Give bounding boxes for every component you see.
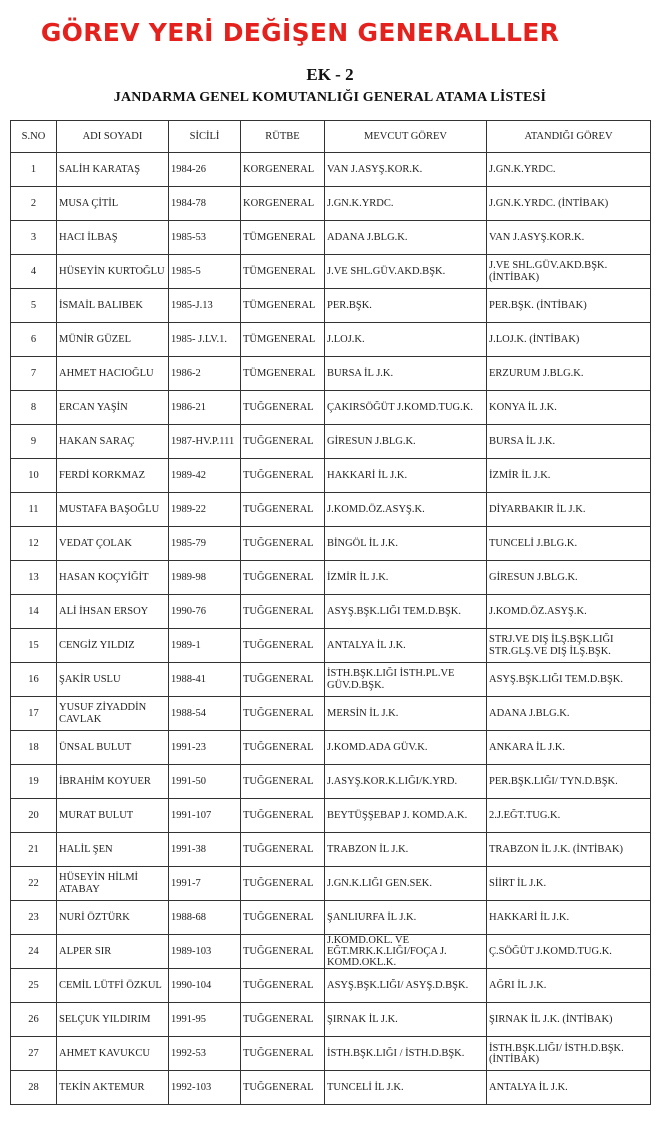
- cell-sicil: 1991-95: [169, 1003, 241, 1037]
- cell-mevcut: J.ASYŞ.KOR.K.LIĞI/K.YRD.: [325, 765, 487, 799]
- cell-rutbe: TUĞGENERAL: [241, 1003, 325, 1037]
- cell-name: İSMAİL BALIBEK: [57, 289, 169, 323]
- cell-sno: 12: [11, 527, 57, 561]
- cell-atandigi: ŞIRNAK İL J.K. (İNTİBAK): [487, 1003, 651, 1037]
- cell-sicil: 1985-53: [169, 221, 241, 255]
- cell-sicil: 1991-107: [169, 799, 241, 833]
- cell-rutbe: TUĞGENERAL: [241, 663, 325, 697]
- header-sno: S.NO: [11, 121, 57, 153]
- table-row: [11, 255, 651, 289]
- cell-name: CENGİZ YILDIZ: [57, 629, 169, 663]
- cell-atandigi: TRABZON İL J.K. (İNTİBAK): [487, 833, 651, 867]
- cell-atandigi: GİRESUN J.BLG.K.: [487, 561, 651, 595]
- table-row: [11, 969, 651, 1003]
- cell-sno: 14: [11, 595, 57, 629]
- cell-name: MURAT BULUT: [57, 799, 169, 833]
- cell-name: ALİ İHSAN ERSOY: [57, 595, 169, 629]
- table-row: [11, 1071, 651, 1105]
- cell-sicil: 1986-2: [169, 357, 241, 391]
- cell-sicil: 1987-HV.P.111: [169, 425, 241, 459]
- cell-mevcut: J.KOMD.ADA GÜV.K.: [325, 731, 487, 765]
- table-row: [11, 1003, 651, 1037]
- cell-sicil: 1985-J.13: [169, 289, 241, 323]
- cell-sicil: 1991-23: [169, 731, 241, 765]
- cell-mevcut: VAN J.ASYŞ.KOR.K.: [325, 153, 487, 187]
- cell-sno: 27: [11, 1037, 57, 1071]
- cell-sicil: 1985- J.LV.1.: [169, 323, 241, 357]
- cell-name: ŞAKİR USLU: [57, 663, 169, 697]
- cell-sicil: 1989-98: [169, 561, 241, 595]
- cell-rutbe: TUĞGENERAL: [241, 1071, 325, 1105]
- table-row: [11, 493, 651, 527]
- table-row: [11, 833, 651, 867]
- cell-name: AHMET KAVUKCU: [57, 1037, 169, 1071]
- cell-sno: 23: [11, 901, 57, 935]
- cell-mevcut: J.GN.K.LIĞI GEN.SEK.: [325, 867, 487, 901]
- cell-mevcut: BURSA İL J.K.: [325, 357, 487, 391]
- cell-atandigi: 2.J.EĞT.TUG.K.: [487, 799, 651, 833]
- cell-name: MUSA ÇİTİL: [57, 187, 169, 221]
- cell-sicil: 1989-42: [169, 459, 241, 493]
- cell-sno: 5: [11, 289, 57, 323]
- cell-atandigi: DİYARBAKIR İL J.K.: [487, 493, 651, 527]
- cell-name: HÜSEYİN KURTOĞLU: [57, 255, 169, 289]
- cell-sicil: 1985-5: [169, 255, 241, 289]
- cell-sicil: 1989-103: [169, 935, 241, 969]
- cell-sicil: 1984-26: [169, 153, 241, 187]
- cell-mevcut: GİRESUN J.BLG.K.: [325, 425, 487, 459]
- cell-mevcut: ŞIRNAK İL J.K.: [325, 1003, 487, 1037]
- table-row: [11, 799, 651, 833]
- cell-mevcut: ASYŞ.BŞK.LIĞI TEM.D.BŞK.: [325, 595, 487, 629]
- cell-sno: 25: [11, 969, 57, 1003]
- cell-atandigi: AĞRI İL J.K.: [487, 969, 651, 1003]
- cell-rutbe: TUĞGENERAL: [241, 867, 325, 901]
- cell-mevcut: ANTALYA İL J.K.: [325, 629, 487, 663]
- cell-name: MUSTAFA BAŞOĞLU: [57, 493, 169, 527]
- header-name: ADI SOYADI: [57, 121, 169, 153]
- cell-name: SELÇUK YILDIRIM: [57, 1003, 169, 1037]
- cell-sno: 3: [11, 221, 57, 255]
- cell-atandigi: ASYŞ.BŞK.LIĞI TEM.D.BŞK.: [487, 663, 651, 697]
- cell-rutbe: TUĞGENERAL: [241, 969, 325, 1003]
- table-row: [11, 595, 651, 629]
- cell-mevcut: TRABZON İL J.K.: [325, 833, 487, 867]
- cell-mevcut: J.KOMD.ÖZ.ASYŞ.K.: [325, 493, 487, 527]
- cell-atandigi: ANTALYA İL J.K.: [487, 1071, 651, 1105]
- cell-rutbe: TUĞGENERAL: [241, 493, 325, 527]
- cell-atandigi: PER.BŞK.LIĞI/ TYN.D.BŞK.: [487, 765, 651, 799]
- cell-name: NURİ ÖZTÜRK: [57, 901, 169, 935]
- table-row: [11, 153, 651, 187]
- cell-mevcut: J.GN.K.YRDC.: [325, 187, 487, 221]
- cell-name: AHMET HACIOĞLU: [57, 357, 169, 391]
- cell-rutbe: TÜMGENERAL: [241, 255, 325, 289]
- cell-atandigi: J.VE SHL.GÜV.AKD.BŞK. (İNTİBAK): [487, 255, 651, 289]
- cell-atandigi: ADANA J.BLG.K.: [487, 697, 651, 731]
- cell-mevcut: BEYTÜŞŞEBAP J. KOMD.A.K.: [325, 799, 487, 833]
- cell-atandigi: SİİRT İL J.K.: [487, 867, 651, 901]
- cell-atandigi: BURSA İL J.K.: [487, 425, 651, 459]
- cell-sicil: 1988-54: [169, 697, 241, 731]
- cell-sicil: 1992-103: [169, 1071, 241, 1105]
- cell-sno: 26: [11, 1003, 57, 1037]
- cell-sno: 9: [11, 425, 57, 459]
- cell-rutbe: TUĞGENERAL: [241, 935, 325, 969]
- cell-sno: 6: [11, 323, 57, 357]
- cell-name: SALİH KARATAŞ: [57, 153, 169, 187]
- cell-atandigi: J.GN.K.YRDC.: [487, 153, 651, 187]
- table-row: [11, 629, 651, 663]
- cell-rutbe: TUĞGENERAL: [241, 901, 325, 935]
- table-row: [11, 663, 651, 697]
- cell-mevcut: İSTH.BŞK.LIĞI İSTH.PL.VE GÜV.D.BŞK.: [325, 663, 487, 697]
- table-row: [11, 901, 651, 935]
- cell-rutbe: TUĞGENERAL: [241, 1037, 325, 1071]
- cell-sno: 20: [11, 799, 57, 833]
- table-row: [11, 765, 651, 799]
- header-sicil: SİCİLİ: [169, 121, 241, 153]
- cell-rutbe: TUĞGENERAL: [241, 459, 325, 493]
- cell-sicil: 1989-22: [169, 493, 241, 527]
- cell-sicil: 1991-7: [169, 867, 241, 901]
- cell-rutbe: TÜMGENERAL: [241, 289, 325, 323]
- cell-mevcut: ÇAKIRSÖĞÜT J.KOMD.TUG.K.: [325, 391, 487, 425]
- cell-sicil: 1990-104: [169, 969, 241, 1003]
- cell-name: YUSUF ZİYADDİN CAVLAK: [57, 697, 169, 731]
- cell-mevcut: İSTH.BŞK.LIĞI / İSTH.D.BŞK.: [325, 1037, 487, 1071]
- cell-sicil: 1985-79: [169, 527, 241, 561]
- cell-mevcut: PER.BŞK.: [325, 289, 487, 323]
- document-title: JANDARMA GENEL KOMUTANLIĞI GENERAL ATAMA LİSTESİ: [113, 90, 547, 105]
- cell-name: İBRAHİM KOYUER: [57, 765, 169, 799]
- table-row: [11, 1037, 651, 1071]
- cell-rutbe: TUĞGENERAL: [241, 595, 325, 629]
- cell-sno: 18: [11, 731, 57, 765]
- cell-rutbe: TÜMGENERAL: [241, 357, 325, 391]
- cell-sicil: 1988-68: [169, 901, 241, 935]
- table-row: [11, 289, 651, 323]
- cell-rutbe: TUĞGENERAL: [241, 765, 325, 799]
- cell-sicil: 1991-50: [169, 765, 241, 799]
- cell-sno: 17: [11, 697, 57, 731]
- cell-mevcut: ŞANLIURFA İL J.K.: [325, 901, 487, 935]
- table-row: [11, 731, 651, 765]
- cell-mevcut: İZMİR İL J.K.: [325, 561, 487, 595]
- cell-name: FERDİ KORKMAZ: [57, 459, 169, 493]
- cell-sno: 8: [11, 391, 57, 425]
- table-row: [11, 459, 651, 493]
- cell-rutbe: TÜMGENERAL: [241, 323, 325, 357]
- cell-sno: 10: [11, 459, 57, 493]
- cell-rutbe: TUĞGENERAL: [241, 425, 325, 459]
- cell-rutbe: TUĞGENERAL: [241, 799, 325, 833]
- cell-mevcut: ADANA J.BLG.K.: [325, 221, 487, 255]
- cell-sno: 15: [11, 629, 57, 663]
- cell-atandigi: HAKKARİ İL J.K.: [487, 901, 651, 935]
- cell-rutbe: KORGENERAL: [241, 187, 325, 221]
- cell-rutbe: TUĞGENERAL: [241, 391, 325, 425]
- assignment-table: [10, 120, 651, 1105]
- cell-sicil: 1990-76: [169, 595, 241, 629]
- cell-sno: 24: [11, 935, 57, 969]
- cell-name: ERCAN YAŞİN: [57, 391, 169, 425]
- cell-atandigi: Ç.SÖĞÜT J.KOMD.TUG.K.: [487, 935, 651, 969]
- table-row: [11, 391, 651, 425]
- cell-sicil: 1984-78: [169, 187, 241, 221]
- cell-mevcut: HAKKARİ İL J.K.: [325, 459, 487, 493]
- header-rutbe: RÜTBE: [241, 121, 325, 153]
- cell-sicil: 1992-53: [169, 1037, 241, 1071]
- cell-atandigi: J.KOMD.ÖZ.ASYŞ.K.: [487, 595, 651, 629]
- cell-rutbe: TUĞGENERAL: [241, 527, 325, 561]
- cell-name: TEKİN AKTEMUR: [57, 1071, 169, 1105]
- cell-sicil: 1988-41: [169, 663, 241, 697]
- table-body: [11, 153, 651, 1105]
- cell-name: VEDAT ÇOLAK: [57, 527, 169, 561]
- cell-name: HAKAN SARAÇ: [57, 425, 169, 459]
- cell-atandigi: VAN J.ASYŞ.KOR.K.: [487, 221, 651, 255]
- cell-atandigi: PER.BŞK. (İNTİBAK): [487, 289, 651, 323]
- cell-rutbe: TÜMGENERAL: [241, 221, 325, 255]
- cell-sno: 21: [11, 833, 57, 867]
- cell-sno: 28: [11, 1071, 57, 1105]
- table-row: [11, 425, 651, 459]
- table-row: [11, 867, 651, 901]
- table-row: [11, 221, 651, 255]
- cell-atandigi: İZMİR İL J.K.: [487, 459, 651, 493]
- table-row: [11, 323, 651, 357]
- header-atandigi: ATANDIĞI GÖREV: [487, 121, 651, 153]
- cell-sno: 7: [11, 357, 57, 391]
- cell-sicil: 1986-21: [169, 391, 241, 425]
- header-mevcut: MEVCUT GÖREV: [325, 121, 487, 153]
- cell-mevcut: MERSİN İL J.K.: [325, 697, 487, 731]
- cell-atandigi: KONYA İL J.K.: [487, 391, 651, 425]
- table-row: [11, 935, 651, 969]
- cell-sno: 19: [11, 765, 57, 799]
- table-row: [11, 697, 651, 731]
- cell-name: ALPER SIR: [57, 935, 169, 969]
- cell-sno: 1: [11, 153, 57, 187]
- cell-mevcut: J.VE SHL.GÜV.AKD.BŞK.: [325, 255, 487, 289]
- cell-atandigi: ANKARA İL J.K.: [487, 731, 651, 765]
- cell-sno: 4: [11, 255, 57, 289]
- cell-atandigi: J.LOJ.K. (İNTİBAK): [487, 323, 651, 357]
- cell-mevcut: TUNCELİ İL J.K.: [325, 1071, 487, 1105]
- cell-atandigi: ERZURUM J.BLG.K.: [487, 357, 651, 391]
- cell-mevcut: J.KOMD.OKL. VE EĞT.MRK.K.LIĞI/FOÇA J. KOMD.OKL.K.: [325, 935, 487, 969]
- cell-name: HACI İLBAŞ: [57, 221, 169, 255]
- cell-name: HALİL ŞEN: [57, 833, 169, 867]
- cell-sno: 22: [11, 867, 57, 901]
- table-row: [11, 357, 651, 391]
- cell-rutbe: TUĞGENERAL: [241, 561, 325, 595]
- cell-rutbe: TUĞGENERAL: [241, 629, 325, 663]
- cell-sno: 16: [11, 663, 57, 697]
- table-row: [11, 561, 651, 595]
- cell-atandigi: TUNCELİ J.BLG.K.: [487, 527, 651, 561]
- cell-sno: 11: [11, 493, 57, 527]
- cell-rutbe: TUĞGENERAL: [241, 833, 325, 867]
- table-header-row: [11, 121, 651, 153]
- cell-name: CEMİL LÜTFİ ÖZKUL: [57, 969, 169, 1003]
- cell-name: ÜNSAL BULUT: [57, 731, 169, 765]
- cell-name: HASAN KOÇYİĞİT: [57, 561, 169, 595]
- cell-mevcut: ASYŞ.BŞK.LIĞI/ ASYŞ.D.BŞK.: [325, 969, 487, 1003]
- cell-atandigi: J.GN.K.YRDC. (İNTİBAK): [487, 187, 651, 221]
- cell-rutbe: TUĞGENERAL: [241, 731, 325, 765]
- cell-sicil: 1991-38: [169, 833, 241, 867]
- table-row: [11, 187, 651, 221]
- table-row: [11, 527, 651, 561]
- cell-sno: 13: [11, 561, 57, 595]
- cell-sno: 2: [11, 187, 57, 221]
- cell-mevcut: J.LOJ.K.: [325, 323, 487, 357]
- headline: GÖREV YERİ DEĞİŞEN GENERALLLER: [40, 18, 560, 47]
- annex-label: EK - 2: [306, 65, 354, 84]
- cell-mevcut: BİNGÖL İL J.K.: [325, 527, 487, 561]
- cell-atandigi: İSTH.BŞK.LIĞI/ İSTH.D.BŞK. (İNTİBAK): [487, 1037, 651, 1071]
- cell-rutbe: TUĞGENERAL: [241, 697, 325, 731]
- cell-atandigi: STRJ.VE DIŞ İLŞ.BŞK.LIĞI STR.GLŞ.VE DIŞ İLŞ.BŞK.: [487, 629, 651, 663]
- cell-name: HÜSEYİN HİLMİ ATABAY: [57, 867, 169, 901]
- cell-rutbe: KORGENERAL: [241, 153, 325, 187]
- cell-sicil: 1989-1: [169, 629, 241, 663]
- cell-name: MÜNİR GÜZEL: [57, 323, 169, 357]
